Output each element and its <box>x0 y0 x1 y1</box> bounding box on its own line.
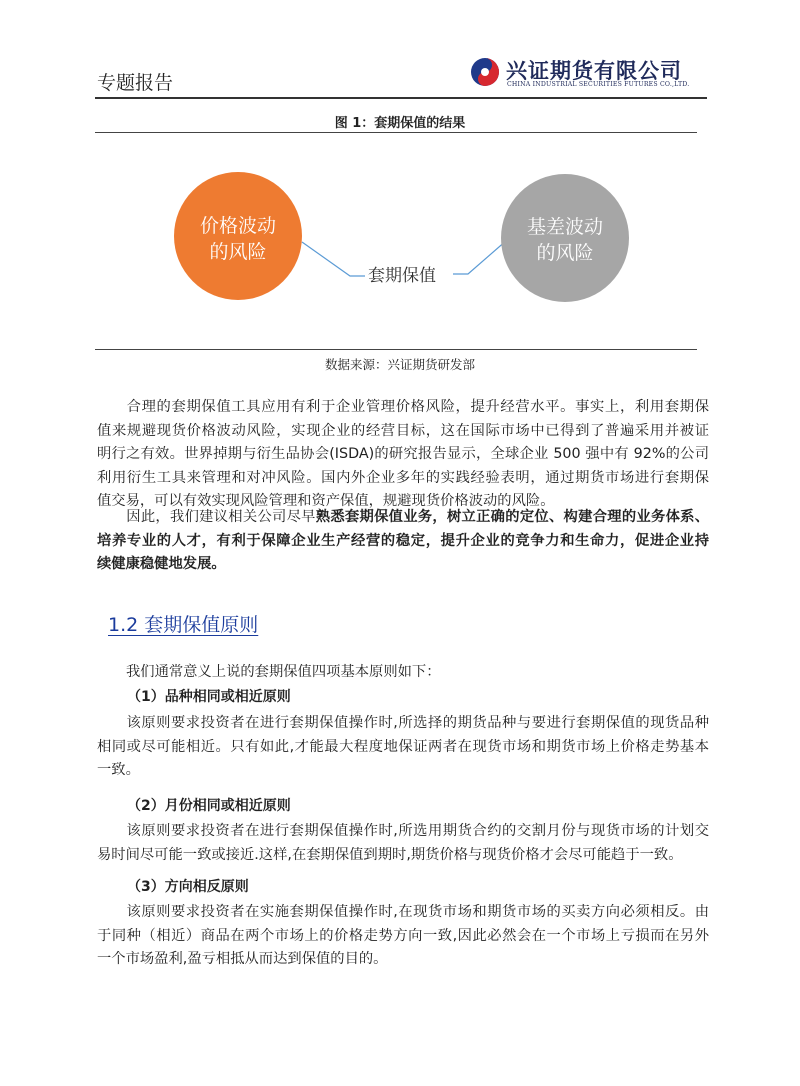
price-risk-label-line1: 价格波动 <box>199 215 277 237</box>
principle-heading: （3）方向相反原则 <box>127 879 249 895</box>
paragraph-line: 一个市场盈利,盈亏相抵从而达到保值的目的。 <box>97 951 388 967</box>
report-type-title: 专题报告 <box>97 72 174 94</box>
paragraph-line: 该原则要求投资者在进行套期保值操作时,所选择的期货品种与要进行套期保值的现货品种 <box>126 715 709 731</box>
hedging-center-label: 套期保值 <box>368 266 436 286</box>
principle-body <box>97 712 709 783</box>
paragraph-line: 培养专业的人才，有利于保障企业生产经营的稳定，提升企业的竞争力和生命力，促进企业持 <box>97 532 709 549</box>
principle-heading: （1）品种相同或相近原则 <box>127 689 291 705</box>
principle-heading: （2）月份相同或相近原则 <box>127 798 291 814</box>
left-connector <box>302 242 365 276</box>
paragraph-line: 明行之有效。世界掉期与衍生品协会(ISDA)的研究报告显示，全球企业 500 强中有 92%的公司 <box>97 446 709 462</box>
paragraph-line: 易时间尽可能一致或接近.这样,在套期保值到期时,期货价格与现货价格才会尽可能趋于一致。 <box>97 846 683 863</box>
paragraph-line: 因此，我们建议相关公司尽早熟悉套期保值业务，树立正确的定位、构建合理的业务体系、 <box>126 509 710 525</box>
paragraph-hedging-benefits <box>97 396 709 514</box>
company-name-en: CHINA INDUSTRIAL SECURITIES FUTURES CO.,LTD. <box>507 81 690 88</box>
paragraph-recommendation <box>97 506 709 577</box>
right-connector <box>453 240 507 274</box>
principle-body <box>97 901 709 972</box>
figure-top-rule <box>95 132 697 133</box>
figure-caption: 图 1：套期保值的结果 <box>334 116 466 131</box>
principle-body <box>97 820 709 867</box>
principles-intro: 我们通常意义上说的套期保值四项基本原则如下： <box>126 664 441 680</box>
paragraph-line: 值交易，可以有效实现风险管理和资产保值，规避现货价格波动的风险。 <box>97 493 555 509</box>
paragraph-line: 该原则要求投资者在进行套期保值操作时,所选用期货合约的交割月份与现货市场的计划交 <box>126 823 709 839</box>
price-risk-label-line2: 的风险 <box>209 241 267 263</box>
figure-source: 数据来源：兴证期货研发部 <box>324 357 475 372</box>
hedging-diagram <box>95 134 697 346</box>
paragraph-line: 续健康稳健地发展。 <box>97 556 226 572</box>
paragraph-line: 一致。 <box>97 762 140 778</box>
figure-bottom-rule <box>95 349 697 350</box>
company-logo-icon <box>470 57 500 87</box>
company-name-cn: 兴证期货有限公司 <box>506 58 682 83</box>
paragraph-line: 相同或尽可能相近。只有如此,才能最大程度地保证两者在现货市场和期货市场上价格走势基本 <box>97 738 709 755</box>
basis-risk-label-line1: 基差波动 <box>526 216 604 238</box>
paragraph-line: 该原则要求投资者在实施套期保值操作时,在现货市场和期货市场的买卖方向必须相反。由 <box>126 904 709 920</box>
basis-risk-circle <box>501 174 629 302</box>
paragraph-line: 合理的套期保值工具应用有利于企业管理价格风险，提升经营水平。事实上，利用套期保 <box>126 399 709 415</box>
paragraph-line: 于同种（相近）商品在两个市场上的价格走势方向一致,因此必然会在一个市场上亏损而在另外 <box>97 927 709 944</box>
basis-risk-label-line2: 的风险 <box>536 242 594 264</box>
paragraph-line: 利用衍生工具来管理和对冲风险。国内外企业多年的实践经验表明，通过期货市场进行套期保 <box>97 469 709 486</box>
section-title: 1.2 套期保值原则 <box>108 614 259 636</box>
header-divider <box>95 97 707 99</box>
paragraph-line: 值来规避现货价格波动风险，实现企业的经营目标，这在国际市场中已得到了普遍采用并被证 <box>97 422 709 439</box>
